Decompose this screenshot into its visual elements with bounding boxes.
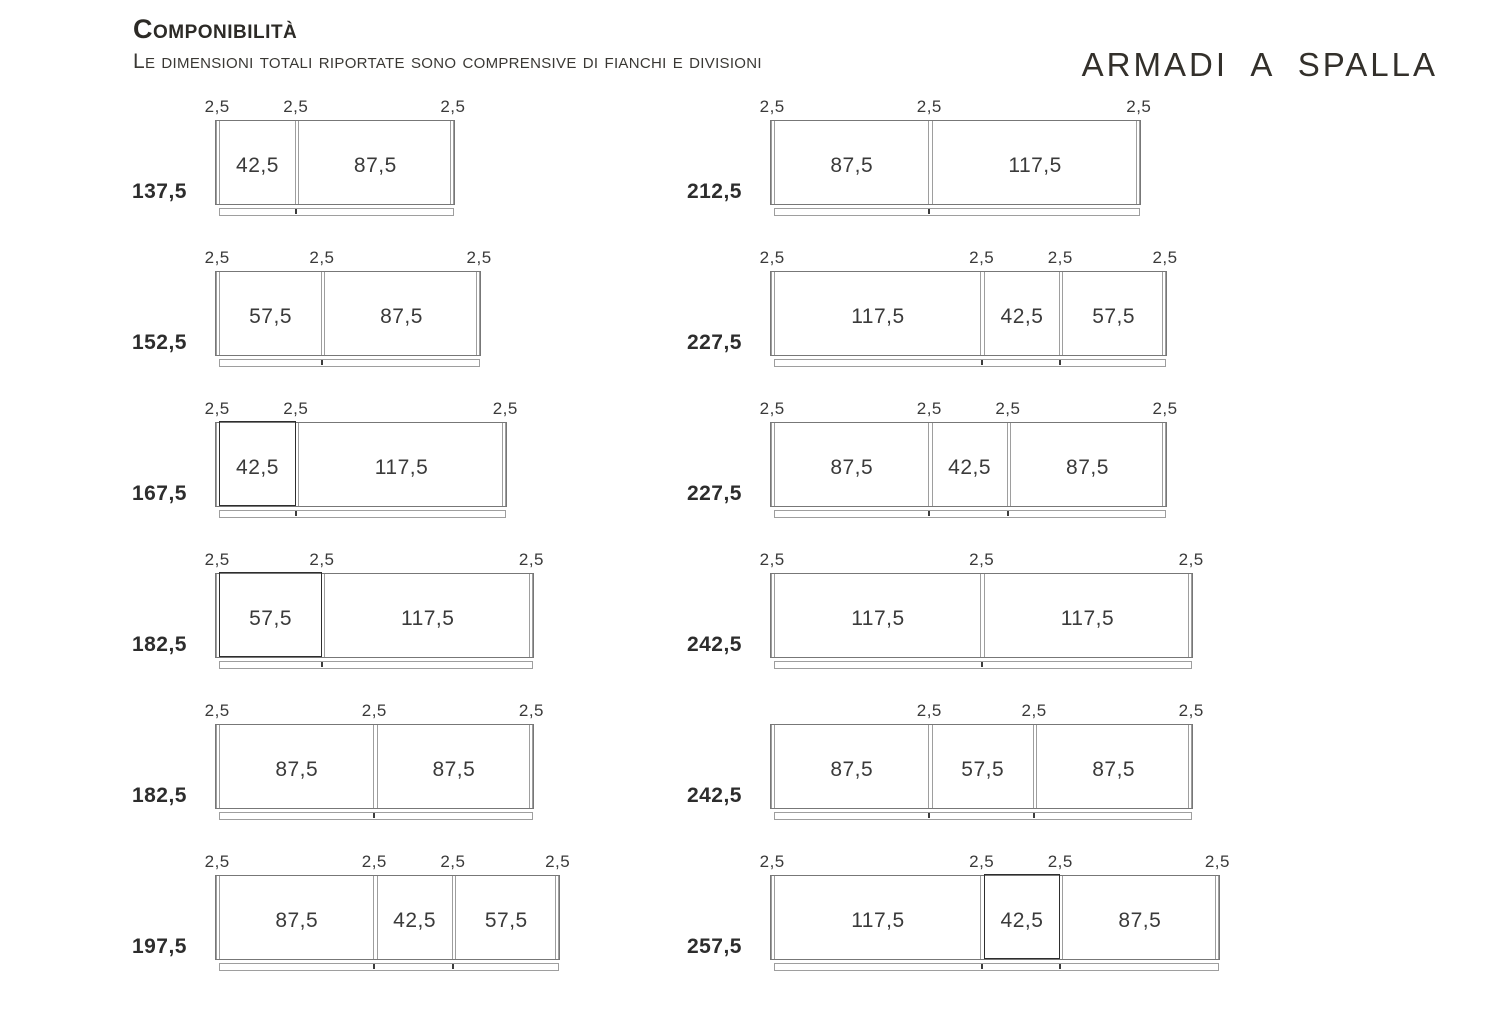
total-width-label: 137,5 — [131, 180, 187, 203]
panel-thickness-label: 2,5 — [283, 399, 309, 418]
compartment-width-label: 57,5 — [1092, 304, 1136, 328]
plinth — [219, 510, 506, 518]
panel-thickness-label: 2,5 — [440, 97, 466, 116]
compartment-width-label: 117,5 — [374, 455, 429, 479]
total-width-label: 197,5 — [131, 935, 187, 958]
panel-thickness-label: 2,5 — [204, 701, 230, 720]
panel-thickness-label: 2,5 — [1126, 97, 1152, 116]
compartment-width-label: 87,5 — [353, 153, 397, 177]
panel-thickness-label: 2,5 — [309, 550, 335, 569]
panel-thickness-label: 2,5 — [309, 248, 335, 267]
total-width-label: 242,5 — [686, 633, 742, 656]
plinth-tick — [981, 360, 983, 365]
compartment-width-label: 117,5 — [400, 606, 455, 630]
cabinet-outline — [770, 875, 1220, 960]
plinth — [774, 661, 1192, 669]
total-width-label: 242,5 — [686, 784, 742, 807]
panel-thickness-label: 2,5 — [204, 852, 230, 871]
cabinet-outline — [770, 724, 1193, 809]
compartment-width-label: 42,5 — [393, 908, 437, 932]
total-width-label: 182,5 — [131, 633, 187, 656]
total-width-label: 182,5 — [131, 784, 187, 807]
compartment-width-label: 117,5 — [851, 606, 905, 630]
plinth — [774, 208, 1140, 216]
cabinet-outline — [770, 573, 1193, 658]
compartment-width-label: 117,5 — [1060, 606, 1115, 630]
total-width-label: 152,5 — [131, 331, 187, 354]
panel-thickness-label: 2,5 — [759, 852, 785, 871]
panel-thickness-label: 2,5 — [759, 248, 785, 267]
product-line-heading: ARMADI A SPALLA — [1081, 46, 1438, 83]
panel-thickness-label: 2,5 — [283, 97, 309, 116]
plinth — [774, 963, 1219, 971]
panel-thickness-label: 2,5 — [204, 97, 230, 116]
panel-thickness-label: 2,5 — [916, 701, 942, 720]
panel-thickness-label: 2,5 — [204, 399, 230, 418]
panel-thickness-label: 2,5 — [1152, 248, 1178, 267]
plinth-tick — [981, 964, 983, 969]
panel-thickness-label: 2,5 — [204, 550, 230, 569]
cabinet-outline — [215, 120, 455, 205]
compartment-width-label: 42,5 — [948, 455, 992, 479]
compartment-width-label: 87,5 — [1066, 455, 1109, 479]
panel-thickness-label: 2,5 — [759, 550, 785, 569]
total-width-label: 167,5 — [131, 482, 187, 505]
plinth-tick — [928, 813, 930, 818]
compartment-width-label: 87,5 — [1118, 908, 1162, 932]
plinth — [219, 963, 559, 971]
panel-thickness-label: 2,5 — [1204, 852, 1230, 871]
compartment-width-label: 87,5 — [830, 455, 874, 479]
total-width-label: 212,5 — [686, 180, 742, 203]
plinth-tick — [373, 813, 375, 818]
panel-thickness-label: 2,5 — [466, 248, 492, 267]
panel-thickness-label: 2,5 — [995, 399, 1021, 418]
plinth-tick — [1059, 964, 1061, 969]
compartment-width-label: 42,5 — [1000, 304, 1044, 328]
compartment-width-label: 87,5 — [275, 908, 319, 932]
cabinet-outline — [215, 271, 481, 356]
plinth — [774, 510, 1166, 518]
plinth-tick — [1059, 360, 1061, 365]
compartment-width-label: 117,5 — [851, 908, 905, 932]
panel-thickness-label: 2,5 — [759, 97, 785, 116]
plinth-tick — [928, 209, 930, 214]
compartment-width-label: 87,5 — [275, 757, 319, 781]
plinth-tick — [321, 662, 323, 667]
panel-thickness-label: 2,5 — [916, 399, 942, 418]
plinth-tick — [981, 662, 983, 667]
panel-thickness-label: 2,5 — [1178, 701, 1204, 720]
compartment-width-label: 57,5 — [961, 757, 1005, 781]
compartment-width-label: 87,5 — [432, 757, 476, 781]
panel-thickness-label: 2,5 — [969, 852, 995, 871]
compartment-width-label: 42,5 — [1000, 908, 1044, 932]
compartment-width-label: 57,5 — [249, 304, 292, 328]
compartment-width-label: 87,5 — [830, 757, 874, 781]
plinth-tick — [928, 511, 930, 516]
panel-thickness-label: 2,5 — [1152, 399, 1178, 418]
cabinet-outline — [215, 573, 534, 658]
total-width-label: 227,5 — [686, 482, 742, 505]
panel-thickness-label: 2,5 — [1178, 550, 1204, 569]
plinth — [774, 812, 1192, 820]
panel-thickness-label: 2,5 — [518, 550, 545, 569]
panel-thickness-label: 2,5 — [1021, 701, 1047, 720]
plinth-tick — [295, 511, 297, 516]
panel-thickness-label: 2,5 — [969, 550, 995, 569]
compartment-width-label: 57,5 — [484, 908, 528, 932]
total-width-label: 257,5 — [686, 935, 742, 958]
cabinet-outline — [215, 422, 507, 507]
plinth-tick — [373, 964, 375, 969]
plinth-tick — [1007, 511, 1009, 516]
plinth — [219, 661, 533, 669]
panel-thickness-label: 2,5 — [361, 701, 387, 720]
plinth-tick — [1033, 813, 1035, 818]
total-width-label: 227,5 — [686, 331, 742, 354]
page-title: Componibilità — [133, 14, 298, 44]
compartment-width-label: 42,5 — [236, 455, 279, 479]
plinth — [774, 359, 1166, 367]
plinth — [219, 812, 533, 820]
cabinet-outline — [215, 724, 534, 809]
plinth-tick — [295, 209, 297, 214]
panel-thickness-label: 2,5 — [518, 701, 545, 720]
panel-thickness-label: 2,5 — [916, 97, 942, 116]
panel-thickness-label: 2,5 — [759, 399, 785, 418]
compartment-width-label: 57,5 — [249, 606, 292, 630]
plinth — [219, 359, 480, 367]
panel-thickness-label: 2,5 — [545, 852, 571, 871]
compartment-width-label: 42,5 — [236, 153, 279, 177]
panel-thickness-label: 2,5 — [204, 248, 230, 267]
compartment-width-label: 117,5 — [1008, 153, 1062, 177]
compartment-width-label: 87,5 — [1092, 757, 1136, 781]
panel-thickness-label: 2,5 — [969, 248, 995, 267]
cabinet-outline — [770, 271, 1167, 356]
plinth-tick — [452, 964, 454, 969]
cabinet-outline — [770, 422, 1167, 507]
cabinet-outline — [215, 875, 560, 960]
plinth-tick — [321, 360, 323, 365]
compartment-width-label: 87,5 — [830, 153, 874, 177]
panel-thickness-label: 2,5 — [1047, 248, 1073, 267]
cabinet-outline — [770, 120, 1141, 205]
plinth — [219, 208, 454, 216]
compartment-width-label: 87,5 — [380, 304, 423, 328]
panel-thickness-label: 2,5 — [361, 852, 387, 871]
page-subtitle: Le dimensioni totali riportate sono comprensive di fianchi e divisioni — [133, 50, 762, 73]
panel-thickness-label: 2,5 — [1047, 852, 1073, 871]
panel-thickness-label: 2,5 — [440, 852, 466, 871]
compartment-width-label: 117,5 — [851, 304, 905, 328]
panel-thickness-label: 2,5 — [492, 399, 518, 418]
